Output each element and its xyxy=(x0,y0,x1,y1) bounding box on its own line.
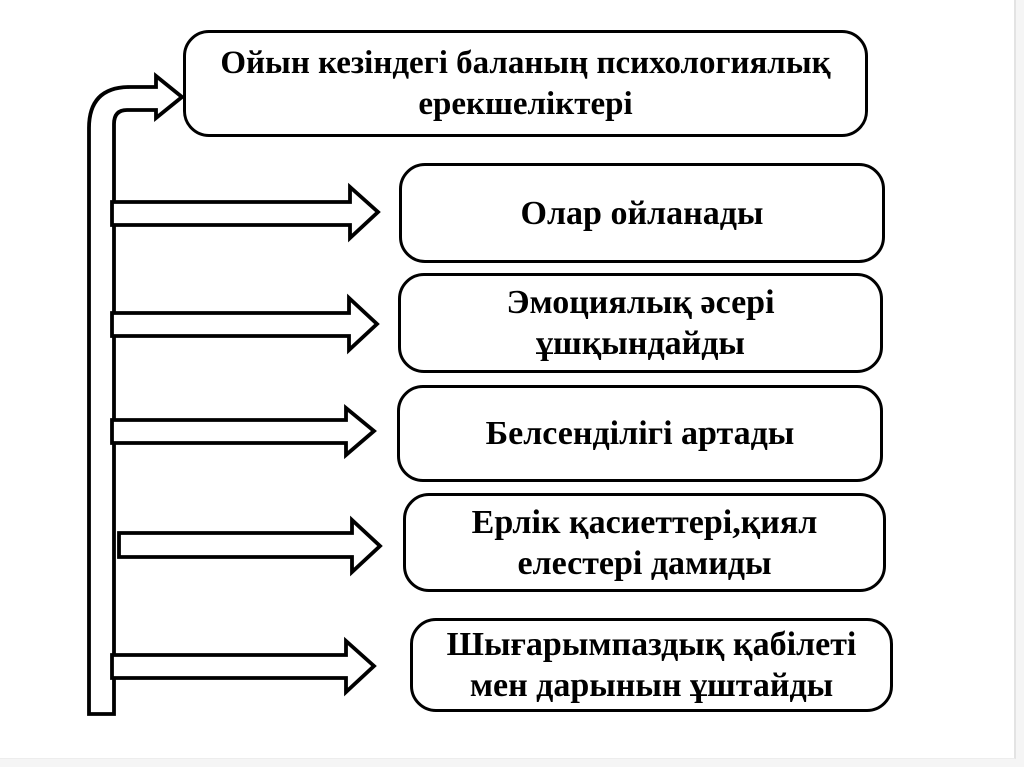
title-line: ерекшеліктері xyxy=(418,85,633,122)
item-label-line: ұшқындайды xyxy=(536,325,745,362)
right-arrow-shape-4 xyxy=(119,520,380,572)
item-label-line: Белсенділігі артады xyxy=(485,415,795,452)
item-label-line: Эмоциялық әсері xyxy=(506,284,775,321)
item-box-courage-imagination xyxy=(403,493,886,592)
right-arrow-shape-3 xyxy=(112,408,374,455)
title-line: Ойын кезіндегі баланың психологиялық xyxy=(220,44,831,81)
right-arrow-shape-1 xyxy=(112,187,378,238)
item-box-activity-increases xyxy=(397,385,883,482)
item-label-line: Олар ойланады xyxy=(520,194,764,232)
title-box xyxy=(183,30,868,137)
item-box-emotional-effect xyxy=(398,273,883,373)
bent-up-right-arrow-shape xyxy=(89,76,182,714)
right-arrow-shape-2 xyxy=(112,298,377,350)
item-box-creativity-talent xyxy=(410,618,893,712)
right-arrow-shape-5 xyxy=(112,641,374,692)
item-box-they-think xyxy=(399,163,885,263)
item-label-line: елестері дамиды xyxy=(517,544,772,582)
item-label-line: Шығарымпаздық қабілеті xyxy=(446,626,857,663)
item-label-line: мен дарынын ұштайды xyxy=(469,667,834,704)
item-label-line: Ерлік қасиеттері,қиял xyxy=(471,503,818,541)
